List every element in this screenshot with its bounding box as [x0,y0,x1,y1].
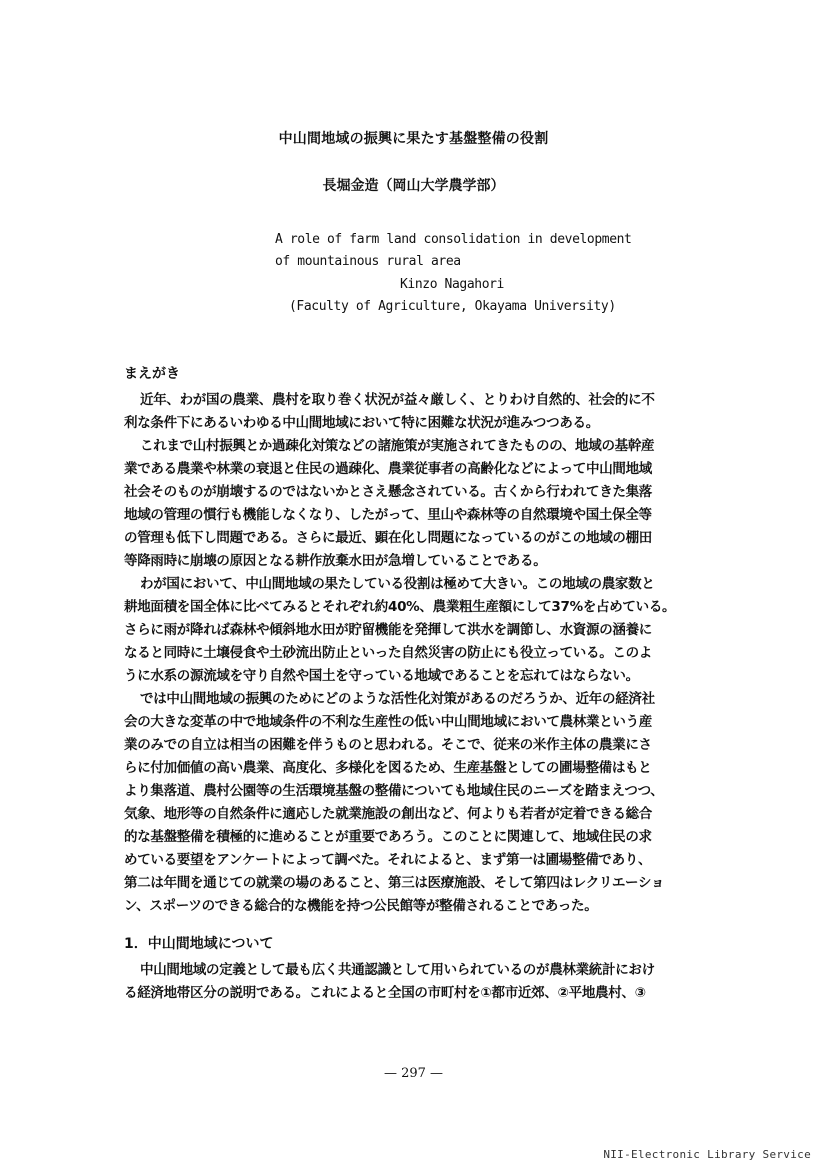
author-name-english: Kinzo Nagahori [400,277,504,292]
body-text-line: 気象、地形等の自然条件に適応した就業施設の創出など、何よりも若者が定着できる総合 [124,806,652,822]
body-text-line: では中山間地域の振興のためにどのような活性化対策があるのだろうか、近年の経済社 [140,691,655,707]
body-text-line: より集落道、農村公園等の生活環境基盤の整備についても地域住民のニーズを踏まえつつ、 [124,783,664,799]
paper-title-english-line-1: A role of farm land consolidation in development [275,232,632,247]
body-text-line: 等降雨時に崩壊の原因となる耕作放棄水田が急増していることである。 [124,553,547,569]
body-text-line: らに付加価値の高い農業、高度化、多様化を図るため、生産基盤としての圃場整備はもと [124,760,652,776]
affiliation-english: (Faculty of Agriculture, Okayama University) [289,299,616,314]
body-text-line: の管理も低下し問題である。さらに最近、顕在化し問題になっているのがこの地域の棚田 [124,530,652,546]
body-text-line: 業のみでの自立は相当の困難を伴うものと思われる。そこで、従来の米作主体の農業にさ [124,737,652,753]
body-text-line: 会の大きな変革の中で地域条件の不利な生産性の低い中山間地域において農林業という産 [124,714,652,730]
author-affiliation-japanese: 長堀金造（岡山大学農学部） [322,178,505,194]
section-heading-intro: まえがき [124,366,180,382]
body-text-line: 業である農業や林業の衰退と住民の過疎化、農業従事者の高齢化などによって中山間地域 [124,461,652,477]
body-text-line: 中山間地域の定義として最も広く共通認識として用いられているのが農林業統計におけ [140,962,655,978]
paper-title-english-line-2: of mountainous rural area [275,254,461,269]
body-text-line: 地域の管理の慣行も機能しなくなり、したがって、里山や森林等の自然環境や国土保全等 [124,507,652,523]
body-text-line: 近年、わが国の農業、農村を取り巻く状況が益々厳しく、とりわけ自然的、社会的に不 [140,392,655,408]
body-text-line: さらに雨が降れば森林や傾斜地水田が貯留機能を発揮して洪水を調節し、水資源の涵養に [124,622,652,638]
body-text-line: なると同時に土壌侵食や土砂流出防止といった自然災害の防止にも役立っている。このよ [124,645,652,661]
body-text-line: 耕地面積を国全体に比べてみるとそれぞれ約40%、農業粗生産額にして37%を占めている。 [124,599,676,615]
body-text-line: ン、スポーツのできる総合的な機能を持つ公民館等が整備されることであった。 [124,898,598,914]
page-number: — 297 — [383,1066,444,1081]
body-text-line: 的な基盤整備を積極的に進めることが重要であろう。このことに関連して、地域住民の求 [124,829,652,845]
body-text-line: これまで山村振興とか過疎化対策などの諸施策が実施されてきたものの、地域の基幹産 [140,438,655,454]
section-heading-1: 1．中山間地域について [124,936,274,952]
footer-library-service: NII-Electronic Library Service [603,1148,811,1161]
body-text-line: 第二は年間を通じての就業の場のあること、第三は医療施設、そして第四はレクリエーショ [124,875,665,891]
body-text-line: 社会そのものが崩壊するのではないかとさえ懸念されている。古くから行われてきた集落 [124,484,652,500]
body-text-line: うに水系の源流域を守り自然や国土を守っている地域であることを忘れてはならない。 [124,668,639,684]
paper-title-japanese: 中山間地域の振興に果たす基盤整備の役割 [278,131,549,147]
body-text-line: る経済地帯区分の説明である。これによると全国の市町村を①都市近郊、②平地農村、③ [124,985,646,1001]
body-text-line: 利な条件下にあるいわゆる中山間地域において特に困難な状況が進みつつある。 [124,415,599,431]
body-text-line: めている要望をアンケートによって調べた。それによると、まず第一は圃場整備であり、 [124,852,652,868]
body-text-line: わが国において、中山間地域の果たしている役割は極めて大きい。この地域の農家数と [140,576,655,592]
